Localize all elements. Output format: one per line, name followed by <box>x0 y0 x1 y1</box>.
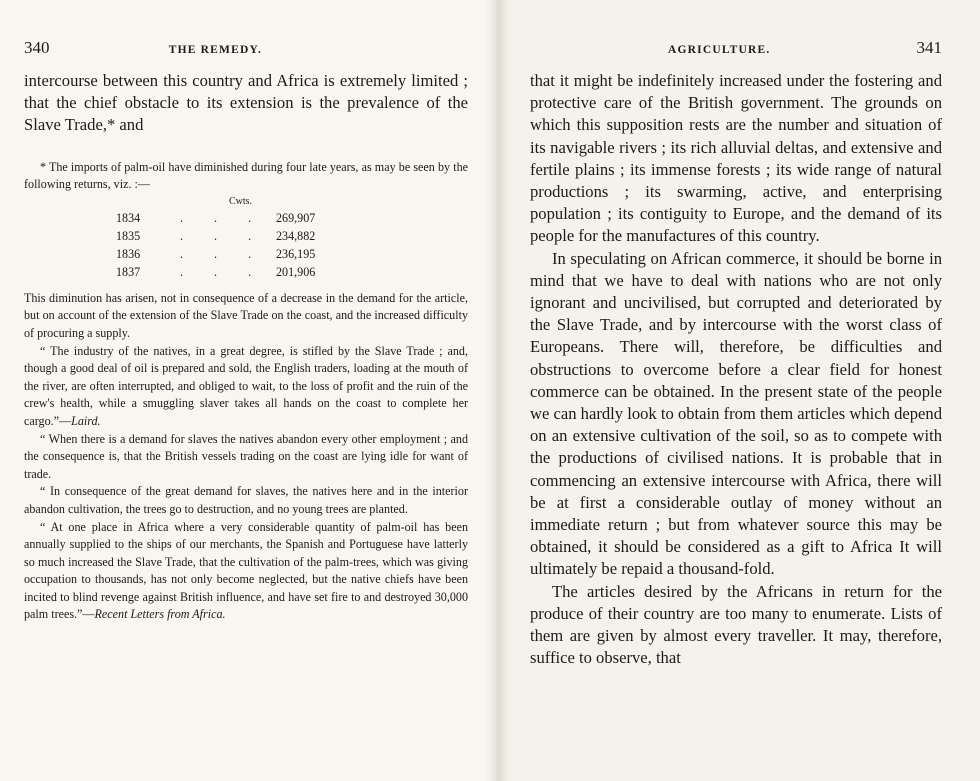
imports-year: 1837 <box>116 265 141 280</box>
right-running-head <box>530 38 942 70</box>
footnote-intro: * The imports of palm-oil have diminished during four late years, as may be seen by the following returns, viz. :— <box>24 159 468 192</box>
left-page-number: 340 <box>24 38 50 57</box>
footnote-p1: This diminution has arisen, not in consequence of a decrease in the demand for the article, but on account of the extension of the Slave Trade on the coast, and the increased difficulty of procuring a supply. <box>24 290 468 340</box>
imports-year: 1835 <box>116 229 141 244</box>
imports-leader: . . . <box>180 247 266 262</box>
imports-year: 1836 <box>116 247 141 262</box>
left-running-title: THE REMEDY. <box>168 44 262 56</box>
footnote-p5: “ At one place in Africa where a very considerable quantity of palm-oil has been annually supplied to the ships of our merchants, the Spanish and Portuguese have latterly so much increased the Slave Trade, that the cultivation of the palm-trees, which was giving occupation to thousands, has not only become neglected, but the native chiefs have been incited to blind revenge against British influence, and have set fire to and destroyed 30,000 palm trees.”—Recent Letters from Africa. <box>24 519 468 622</box>
right-page-number: 341 <box>916 38 942 57</box>
imports-leader: . . . <box>180 265 266 280</box>
footnote-p2: “ The industry of the natives, in a great degree, is stifled by the Slave Trade ; and, though a good deal of oil is prepared and sold, the English traders, loading at the mouth of the river, are often interrupted, and obliged to wait, to the loss of profit and the ruin of the crew's health, while a smuggling slaver takes all hands on the coast to complete her cargo.”—Laird. <box>24 343 468 428</box>
footnote-p5-source: Recent Letters from Africa. <box>94 607 226 622</box>
imports-value: 201,906 <box>276 265 316 280</box>
footnote-p2-source: Laird. <box>71 413 101 428</box>
imports-value: 234,882 <box>276 229 316 244</box>
imports-leader: . . . <box>180 211 266 226</box>
right-para-2: In speculating on African commerce, it should be borne in mind that we have to deal with nations who are not only ignorant and uncivilised, but corrupted and deteriorated by the Slave Trade, and by intercourse with the worst class of Europeans. There will, therefore, be difficulties and obstructions to overcome before a clear field for honest commerce can be obtained. In the present state of the people we can hardly look to obtain from them articles which depend on an extensive cultivation of the soil, so as to compete with the productions of civilised nations. It is probable that in commencing an extensive intercourse with Africa, there will be at first a considerable outlay of money without an immediate return ; but from whatever source this may be obtained, it should be considered as a gift to Africa It will ultimately be repaid a thousand-fold. <box>530 248 942 579</box>
right-para-3: The articles desired by the Africans in return for the produce of their country are too many to enumerate. Lists of them are given by almost every traveller. It may, therefore, suffice to observe, that <box>530 581 942 668</box>
imports-leader: . . . <box>180 229 266 244</box>
imports-value: 269,907 <box>276 211 316 226</box>
left-body-text: intercourse between this country and Africa is extremely limited ; that the chief obstacle to its extension is the prevalence of the Slave Trade,* and <box>24 71 468 135</box>
footnote-p4: “ In consequence of the great demand for slaves, the natives here and in the interior abandon cultivation, the trees go to destruction, and no young trees are planted. <box>24 484 468 516</box>
footnote-unit: Cwts. <box>229 195 253 207</box>
imports-value: 236,195 <box>276 247 316 262</box>
footnote-p3: “ When there is a demand for slaves the natives abandon every other employment ; and the consequence is, that the British vessels trading on the coast are lying idle for want of trade. <box>24 431 468 481</box>
right-running-title: AGRICULTURE. <box>668 44 771 56</box>
imports-year: 1834 <box>116 211 141 226</box>
right-para-1: that it might be indefinitely increased under the fostering and protective care of the British government. The grounds on which this supposition rests are the number and situation of its navigable rivers ; its rich alluvial deltas, and extensive and fertile plains ; its immense forests ; its wide range of natural productions ; its swarming, active, and enterprising population ; its contiguity to Europe, and the demand of its people for the manufactures of this country. <box>530 71 942 246</box>
